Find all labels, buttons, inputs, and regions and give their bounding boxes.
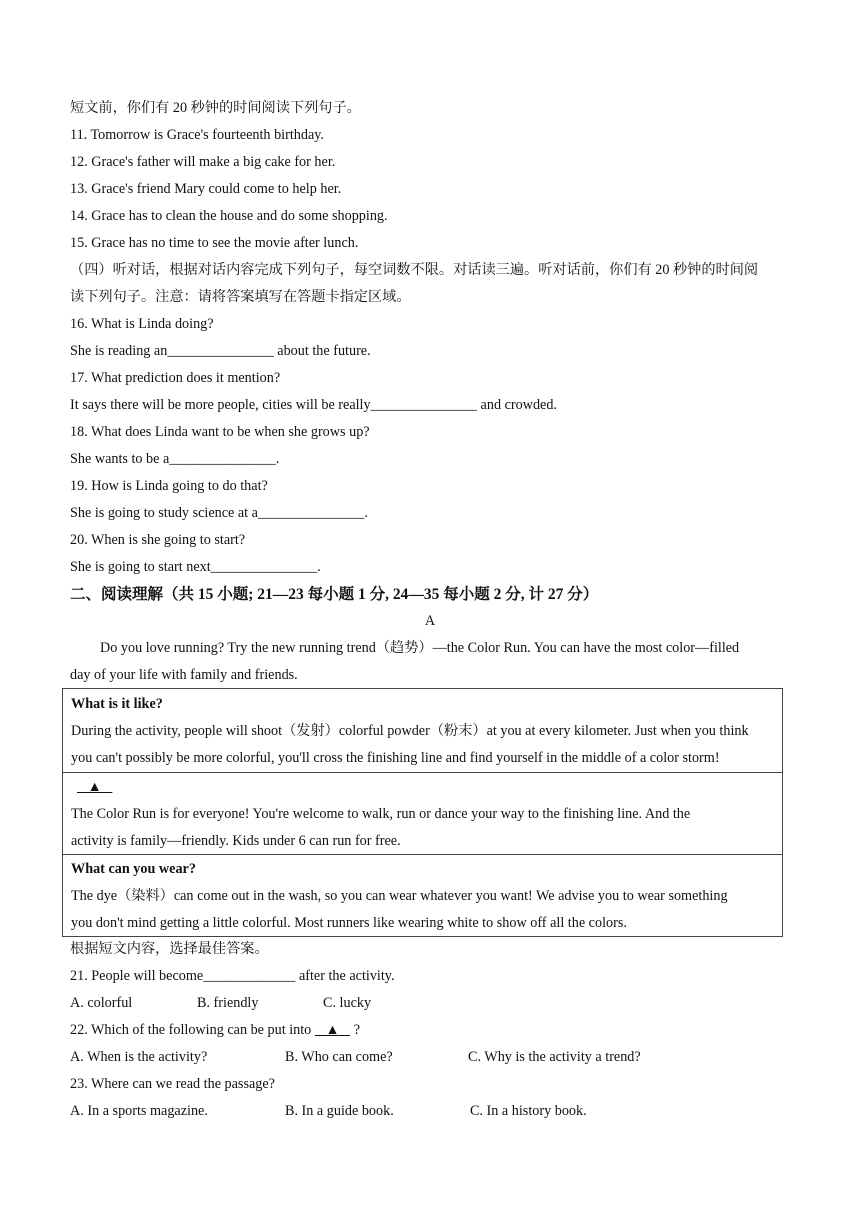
q21-option-a: A. colorful <box>70 995 133 1011</box>
q22-blank <box>315 1022 350 1038</box>
choose-instruction: 根据短文内容，选择最佳答案。 <box>70 941 269 957</box>
q20-answer: She is going to start next_______________. <box>70 559 321 575</box>
section3-item-14: 14. Grace has to clean the house and do some shopping. <box>70 208 388 224</box>
q23-option-a: A. In a sports magazine. <box>70 1103 208 1119</box>
q20-question: 20. When is she going to start? <box>70 532 246 548</box>
row1-line1: During the activity, people will shoot（发射）colorful powder（粉末）at you at every kilometer. Just when you think <box>71 723 749 739</box>
q21-option-b: B. friendly <box>197 995 259 1011</box>
section3-item-11: 11. Tomorrow is Grace's fourteenth birthday. <box>70 127 324 143</box>
q23-stem: 23. Where can we read the passage? <box>70 1076 275 1092</box>
q19-question: 19. How is Linda going to do that? <box>70 478 268 494</box>
passage-intro-line1: Do you love running? Try the new running trend（趋势）—the Color Run. You can have the most color—filled <box>100 640 740 656</box>
q22-option-a: A. When is the activity? <box>70 1049 208 1065</box>
row1-title: What is it like? <box>71 696 163 712</box>
row3-line1: The dye（染料）can come out in the wash, so you can wear whatever you want! We advise you to wear something <box>71 888 728 904</box>
q22-option-c: C. Why is the activity a trend? <box>468 1049 641 1065</box>
q17-question: 17. What prediction does it mention? <box>70 370 281 386</box>
passage-label: A <box>424 613 436 629</box>
table-row-what-is-it-like <box>63 689 782 773</box>
row1-line2: you can't possibly be more colorful, you'll cross the finishing line and find yourself in the middle of a color storm! <box>71 750 720 766</box>
passage-intro-line2: day of your life with family and friends. <box>70 667 298 683</box>
row2-line1: The Color Run is for everyone! You're welcome to walk, run or dance your way to the finishing line. And the <box>71 806 691 822</box>
q21-option-c: C. lucky <box>323 995 372 1011</box>
q18-answer: She wants to be a_______________. <box>70 451 280 467</box>
q16-answer: She is reading an_______________ about the future. <box>70 343 371 359</box>
q17-answer: It says there will be more people, cities will be really_______________ and crowded. <box>70 397 557 413</box>
intro-line: 短文前，你们有 20 秒钟的时间阅读下列句子。 <box>70 100 361 116</box>
q16-question: 16. What is Linda doing? <box>70 316 214 332</box>
info-table <box>62 688 783 937</box>
section3-item-13: 13. Grace's friend Mary could come to help her. <box>70 181 342 197</box>
q22-stem <box>70 1020 360 1040</box>
q19-answer: She is going to study science at a_______________. <box>70 505 368 521</box>
table-row-missing-title <box>63 773 782 855</box>
q18-question: 18. What does Linda want to be when she grows up? <box>70 424 370 440</box>
q21-stem: 21. People will become_____________ after the activity. <box>70 968 395 984</box>
table-row-what-can-you-wear <box>63 855 782 936</box>
q22-option-b: B. Who can come? <box>285 1049 393 1065</box>
section3-item-15: 15. Grace has no time to see the movie after lunch. <box>70 235 359 251</box>
part2-heading: 二、阅读理解（共 15 小题; 21—23 每小题 1 分, 24—35 每小题 2 分, 计 27 分） <box>70 586 599 603</box>
q23-option-c: C. In a history book. <box>470 1103 587 1119</box>
section4-instruction-line1: （四）听对话，根据对话内容完成下列句子，每空词数不限。对话读三遍。听对话前，你们有 20 秒钟的时间阅 <box>70 262 759 278</box>
q23-option-b: B. In a guide book. <box>285 1103 394 1119</box>
q22-stem-text: 22. Which of the following can be put into <box>70 1022 315 1038</box>
row3-title: What can you wear? <box>71 861 196 877</box>
triangle-icon: ▲ <box>325 1022 340 1038</box>
row2-blank-title <box>77 777 112 797</box>
triangle-icon: ▲ <box>87 779 102 795</box>
section3-item-12: 12. Grace's father will make a big cake for her. <box>70 154 336 170</box>
row2-line2: activity is family—friendly. Kids under 6 can run for free. <box>71 833 401 849</box>
row3-line2: you don't mind getting a little colorful. Most runners like wearing white to show off all the colors. <box>71 915 627 931</box>
section4-instruction-line2: 读下列句子。注意：请将答案填写在答题卡指定区域。 <box>70 289 411 305</box>
q22-stem-end: ? <box>350 1022 361 1038</box>
